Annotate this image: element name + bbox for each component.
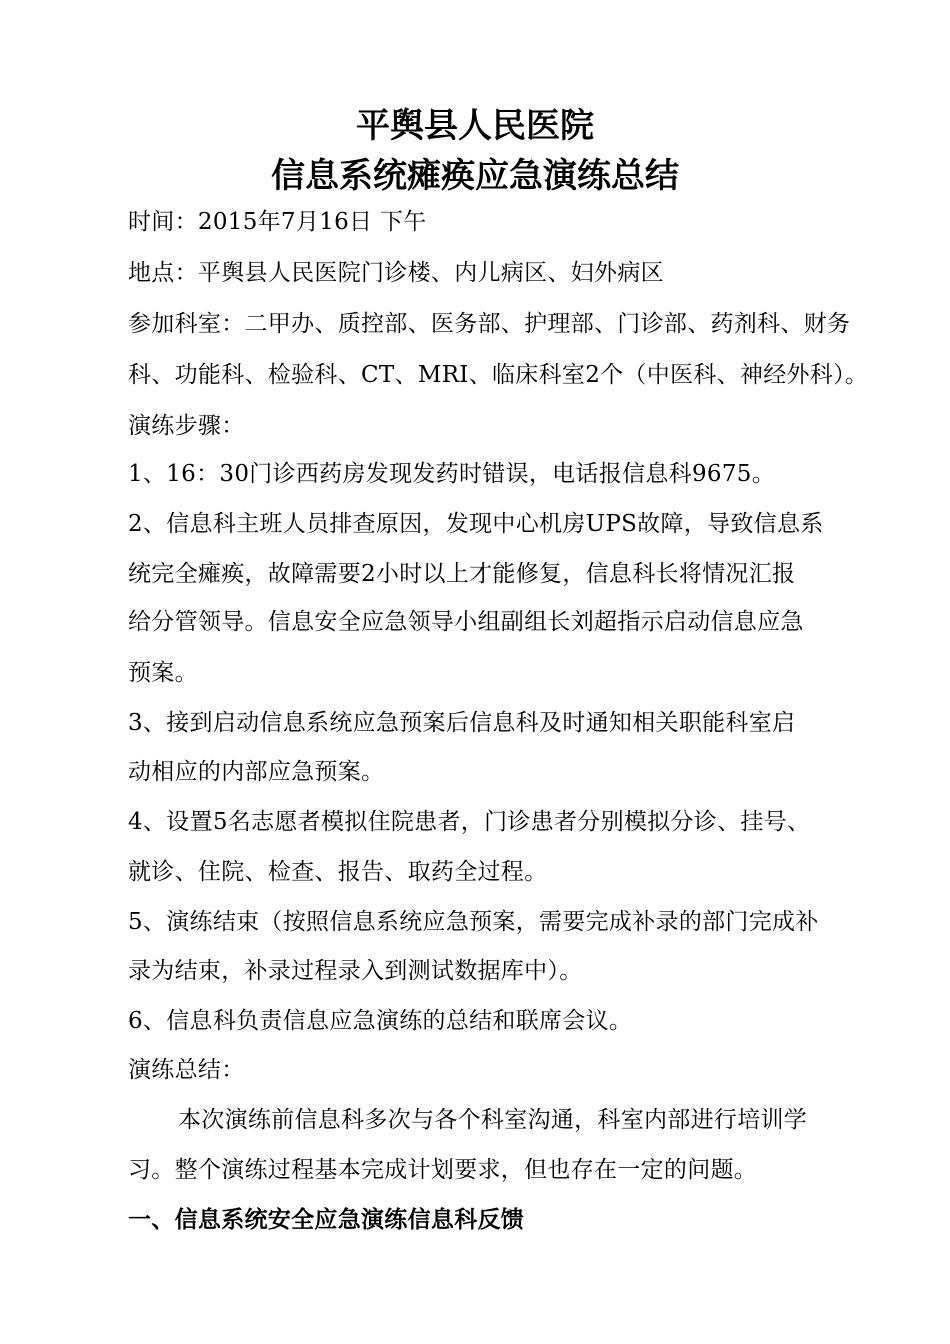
- time-line: 时间：2015年7月16日 下午: [128, 209, 427, 235]
- step-2-line-4: 预案。: [128, 660, 198, 686]
- place-line: 地点：平舆县人民医院门诊楼、内儿病区、妇外病区: [128, 260, 664, 286]
- summary-paragraph-line-1: 本次演练前信息科多次与各个科室沟通，科室内部进行培训学: [178, 1107, 808, 1133]
- step-1: 1、16：30门诊西药房发现发药时错误，电话报信息科9675。: [128, 461, 775, 487]
- section-1-heading: 一、信息系统安全应急演练信息科反馈: [128, 1206, 525, 1233]
- summary-paragraph-line-2: 习。整个演练过程基本完成计划要求，但也存在一定的问题。: [128, 1157, 758, 1183]
- steps-heading: 演练步骤：: [128, 413, 245, 439]
- step-2-line-1: 2、信息科主班人员排查原因，发现中心机房UPS故障，导致信息系: [128, 511, 824, 537]
- step-3-line-1: 3、接到启动信息系统应急预案后信息科及时通知相关职能科室启: [128, 710, 796, 736]
- document-title: 平舆县人民医院: [356, 106, 594, 146]
- step-5-line-2: 录为结束，补录过程录入到测试数据库中）。: [128, 958, 583, 984]
- departments-line-2: 科、功能科、检验科、CT、MRI、临床科室2个（中医科、神经外科）。: [128, 362, 869, 388]
- step-6: 6、信息科负责信息应急演练的总结和联席会议。: [128, 1008, 633, 1034]
- summary-heading: 演练总结：: [128, 1057, 245, 1083]
- step-5-line-1: 5、演练结束（按照信息系统应急预案，需要完成补录的部门完成补: [128, 909, 819, 935]
- step-4-line-1: 4、设置5名志愿者模拟住院患者，门诊患者分别模拟分诊、挂号、: [128, 809, 811, 835]
- departments-line-1: 参加科室：二甲办、质控部、医务部、护理部、门诊部、药剂科、财务: [128, 311, 851, 337]
- document-subtitle: 信息系统瘫痪应急演练总结: [271, 156, 679, 196]
- step-4-line-2: 就诊、住院、检查、报告、取药全过程。: [128, 859, 548, 885]
- step-2-line-2: 统完全瘫痪，故障需要2小时以上才能修复，信息科长将情况汇报: [128, 561, 796, 587]
- step-3-line-2: 动相应的内部应急预案。: [128, 759, 385, 785]
- step-2-line-3: 给分管领导。信息安全应急领导小组副组长刘超指示启动信息应急: [128, 609, 804, 635]
